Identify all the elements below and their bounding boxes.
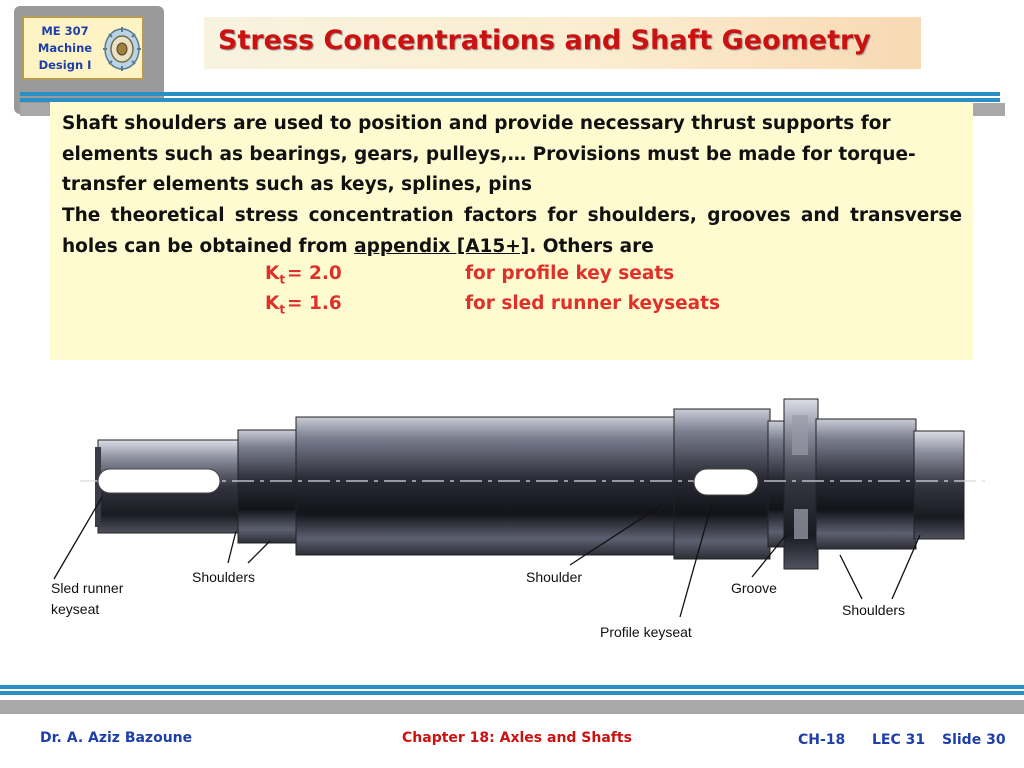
shoulder-label: Shoulder bbox=[526, 569, 583, 585]
paragraph-text: . Others are bbox=[529, 235, 654, 257]
footer-rule bbox=[0, 691, 1024, 695]
paragraph-shoulders: Shaft shoulders are used to position and provide necessary thrust supports for elements such as bearings, gears, pulleys,… Provisions must be made for torque-transfer elements such as keys, splines, pins bbox=[62, 113, 916, 195]
factor-value: = 1.6 bbox=[287, 293, 342, 314]
profile-keyseat-label: Profile keyseat bbox=[600, 624, 692, 640]
factor-value: = 2.0 bbox=[287, 263, 342, 284]
factor-description: for profile key seats bbox=[465, 263, 675, 284]
footer-rule bbox=[0, 685, 1024, 689]
factor-description: for sled runner keyseats bbox=[465, 293, 720, 314]
course-logo-text bbox=[32, 23, 98, 74]
header-rule bbox=[20, 92, 1000, 96]
footer-chapter-code: CH-18 bbox=[798, 732, 846, 748]
slide-title: Stress Concentrations and Shaft Geometry bbox=[218, 25, 871, 56]
shoulders-right-label: Shoulders bbox=[842, 602, 906, 618]
footer-chapter: Chapter 18: Axles and Shafts bbox=[402, 730, 632, 746]
logo-line-1: ME 307 bbox=[41, 24, 89, 38]
footer-lecture: LEC 31 bbox=[872, 732, 926, 748]
logo-line-2: Machine bbox=[37, 41, 93, 55]
paragraph-stress-factors bbox=[62, 201, 962, 262]
groove-label: Groove bbox=[731, 580, 777, 596]
course-logo bbox=[22, 16, 144, 80]
footer-rule-shadow bbox=[0, 700, 1024, 714]
title-banner bbox=[204, 17, 921, 69]
gear-icon bbox=[102, 24, 142, 72]
footer-slide-number: Slide 30 bbox=[942, 732, 1006, 748]
content-box bbox=[50, 102, 973, 360]
factor-symbol: $K_t$ bbox=[265, 293, 286, 317]
logo-line-3: Design I bbox=[38, 58, 92, 72]
factor-symbol: $K_t$ bbox=[265, 263, 286, 287]
sled-runner-keyseat-label: Sled runner keyseat bbox=[51, 580, 124, 617]
footer-author: Dr. A. Aziz Bazoune bbox=[40, 730, 193, 746]
shaft-figure bbox=[40, 385, 990, 660]
shoulders-left-label: Shoulders bbox=[192, 569, 256, 585]
paragraph-text: The theoretical stress concentration factors for shoulders, grooves and transverse holes can be obtained from bbox=[62, 205, 962, 257]
appendix-link[interactable]: appendix [A15+] bbox=[354, 235, 530, 257]
